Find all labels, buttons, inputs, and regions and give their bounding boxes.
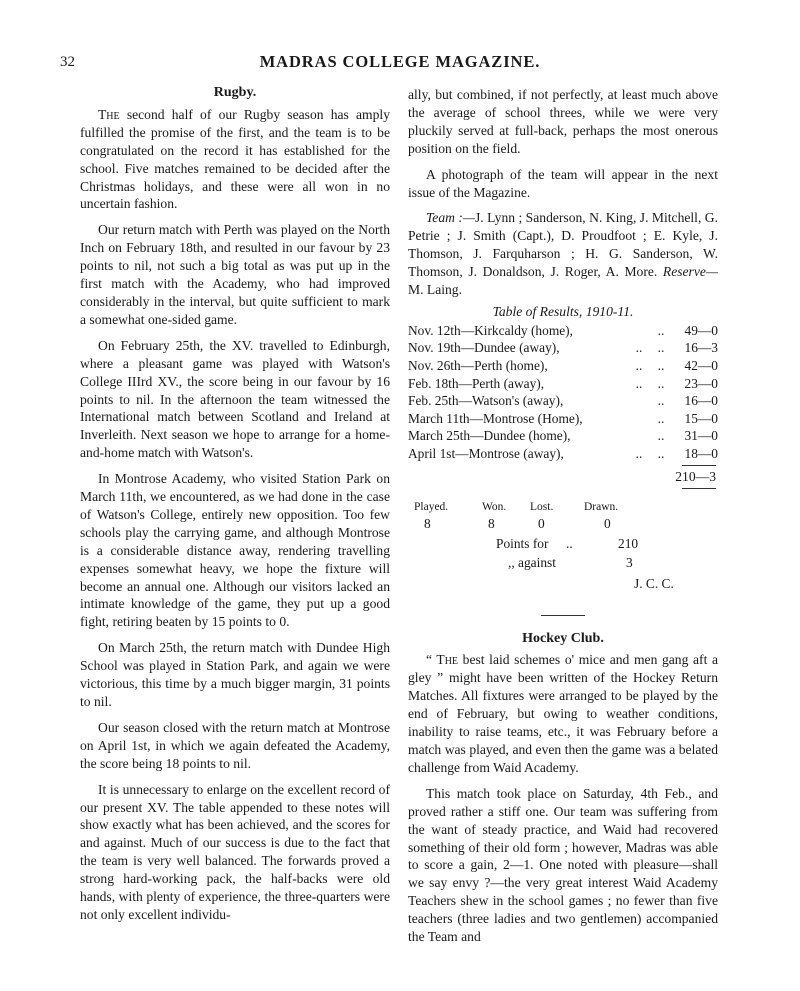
running-head: MADRAS COLLEGE MAGAZINE. — [259, 52, 541, 71]
rugby-paragraph-1 — [80, 106, 390, 213]
result-match: March 25th—Dundee (home), — [408, 428, 571, 444]
rugby-paragraph-3: On February 25th, the XV. travelled to Edinburgh, where a pleasant game was played with Watson's College IIIrd XV., the score being in our favour by 16 points to nil. In the afternoon the team witnessed the International match between Scotland and Ireland at Inverleith. Next season we hope to arrange for a home-and-home match with Watson's. — [80, 337, 390, 461]
rugby-paragraph-7: It is unnecessary to enlarge on the excellent record of our present XV. The table appended to these notes will show exactly what has been achieved, and the scores for and against. Much of our success is due to the fact that the team is very well balanced. The forwards proved a strong hard-working pack, the half-backs were old hands, with plenty of experience, the three-quarters were not only excellent individu- — [80, 781, 390, 922]
photo-note: A photograph of the team will appear in the next issue of the Magazine. — [408, 166, 718, 200]
results-table-caption: Table of Results, 1910-11. — [492, 303, 634, 319]
rugby-paragraph-4: In Montrose Academy, who visited Station Park on March 11th, we encountered, as we had done in the case of Watson's College, entirely new opposition. Too few schools play the carrying game, and although Montrose is a considerable distance away, rendering travelling expenses somewhat heavy, we hope the fixture will become an annual one. Although our visitors lacked an intimate knowledge of the game, they put up a good fight, retiring beaten by 15 points to 0. — [80, 471, 390, 630]
result-score: 16—0 — [684, 393, 718, 409]
result-leader-2: .. — [657, 358, 665, 374]
rugby-paragraph-6: Our season closed with the return match at Montrose on April 1st, in which we again defeated the Academy, the score being 18 points to nil. — [80, 719, 390, 771]
result-match: March 11th—Montrose (Home), — [408, 410, 583, 426]
results-row — [408, 322, 720, 340]
result-leader-2: .. — [657, 446, 665, 462]
paragraph-text: second half of our Rugby season has amply fulfilled the promise of the first, and the team is to be congratulated on the record it has established for the school. Five matches remained to be decided after the Christmas holidays, and these were all won in no uncertain fashion. — [80, 106, 390, 212]
result-match: Nov. 26th—Perth (home), — [408, 358, 548, 374]
team-list — [408, 209, 718, 299]
hockey-paragraph-2: This match took place on Saturday, 4th Feb., and proved rather a stiff one. Our team was suffering from the want of steady practice, and Waid had recovered something of their old form ; however, Madras was able to score a gain, 2—1. One noted with pleasure—shall we say envy ?—the very great interest Waid Academy Teachers shew in the school games ; no fewer than five teachers (three ladies and two gentlemen) accompanied the Team and — [408, 785, 718, 945]
result-score: 42—0 — [684, 358, 718, 374]
drop-word: “ The — [426, 652, 459, 668]
results-row — [408, 427, 720, 445]
result-leader-2: .. — [657, 410, 665, 426]
rugby-paragraph-5: On March 25th, the return match with Dundee High School was played in Station Park, and again we were victorious, this time by a much bigger margin, 31 points to nil. — [80, 640, 390, 709]
rugby-paragraph-2: Our return match with Perth was played on the North Inch on February 18th, and resulted in our favour by 23 points to nil, not such a big total as was put up in the first match with the Academy, who had improved considerably in the interval, but quite sufficient to mark a somewhat one-sided game. — [80, 222, 390, 327]
section-divider — [541, 615, 585, 616]
played-label: Played. — [414, 500, 449, 513]
results-table — [408, 322, 720, 463]
result-score: 18—0 — [684, 446, 718, 462]
drop-word: The — [98, 106, 120, 122]
result-match: Feb. 18th—Perth (away), — [408, 375, 545, 391]
drawn-label: Drawn. — [584, 500, 619, 513]
result-leader-1: .. — [635, 358, 643, 374]
result-leader-1: .. — [635, 375, 643, 391]
played-value: 8 — [424, 515, 431, 531]
result-match: Nov. 19th—Dundee (away), — [408, 340, 560, 356]
result-score: 23—0 — [684, 375, 718, 391]
results-row — [408, 375, 720, 393]
total-rule-bottom — [682, 488, 716, 489]
result-match: April 1st—Montrose (away), — [408, 446, 564, 462]
result-score: 16—3 — [684, 340, 718, 356]
rugby-continuation: ally, but combined, if not perfectly, at least much above the average of school threes, while we were very pluckily served at full-back, perhaps the most onerous position on the field. — [408, 87, 718, 156]
result-leader-2: .. — [657, 340, 665, 356]
reserve-label: Reserve— — [662, 264, 718, 280]
results-row — [408, 357, 720, 375]
result-leader-1: .. — [635, 446, 643, 462]
result-leader-1 — [628, 392, 650, 410]
result-leader-2: .. — [657, 322, 665, 338]
total-rule — [682, 465, 716, 466]
right-column — [408, 86, 718, 954]
hockey-heading: Hockey Club. — [522, 630, 604, 646]
results-row — [408, 445, 720, 463]
rugby-heading: Rugby. — [213, 85, 257, 100]
result-score: 31—0 — [684, 428, 718, 444]
left-column — [80, 84, 390, 932]
result-leader-1 — [628, 322, 650, 340]
points-for-label: Points for — [496, 535, 549, 551]
paragraph-text: best laid schemes o' mice and men gang aft a gley ” might have been written of the Hockey Return Matches. All fixtures were arranged to be played by the end of February, but owing to weather conditions, inability to raise teams, etc., it was February before a match was played, and even then the game was a belated challenge from Waid Academy. — [408, 652, 718, 775]
result-match: Feb. 25th—Watson's (away), — [408, 393, 564, 409]
result-score: 49—0 — [684, 322, 718, 338]
result-leader-1: .. — [635, 340, 643, 356]
results-row — [408, 410, 720, 428]
reserve-name: M. Laing. — [408, 282, 462, 298]
result-score: 15—0 — [684, 410, 718, 426]
points-against-label: ,, against — [508, 554, 556, 570]
page-number: 32 — [60, 54, 75, 70]
result-leader-1 — [628, 410, 650, 428]
results-total: 210—3 — [675, 468, 716, 484]
drawn-value: 0 — [604, 515, 611, 531]
lost-value: 0 — [538, 515, 545, 531]
result-match: Nov. 12th—Kirkcaldy (home), — [408, 322, 573, 338]
team-label: Team :— — [426, 210, 475, 226]
result-leader-1 — [628, 427, 650, 445]
result-leader-2: .. — [657, 375, 665, 391]
lost-label: Lost. — [530, 500, 554, 513]
result-leader-2: .. — [657, 393, 665, 409]
won-value: 8 — [488, 515, 495, 531]
result-leader-2: .. — [657, 428, 665, 444]
points-against-value: 3 — [626, 554, 633, 570]
author-signature: J. C. C. — [634, 575, 674, 591]
hockey-paragraph-1 — [408, 651, 718, 776]
points-for-value: 210 — [618, 535, 639, 551]
won-label: Won. — [482, 500, 507, 513]
team-names: J. Lynn ; Sanderson, N. King, J. Mitchell, G. Petrie ; J. Smith (Capt.), D. Proudfoot ; E. Kyle, J. Thomson, J. Farquharson ; H. G. Sanderson, W. Thomson, J. Donaldson, J. Roger, A. More. — [408, 210, 718, 280]
results-row — [408, 392, 720, 410]
results-row — [408, 339, 720, 357]
season-summary — [408, 499, 718, 597]
points-for-dots: .. — [566, 535, 573, 551]
